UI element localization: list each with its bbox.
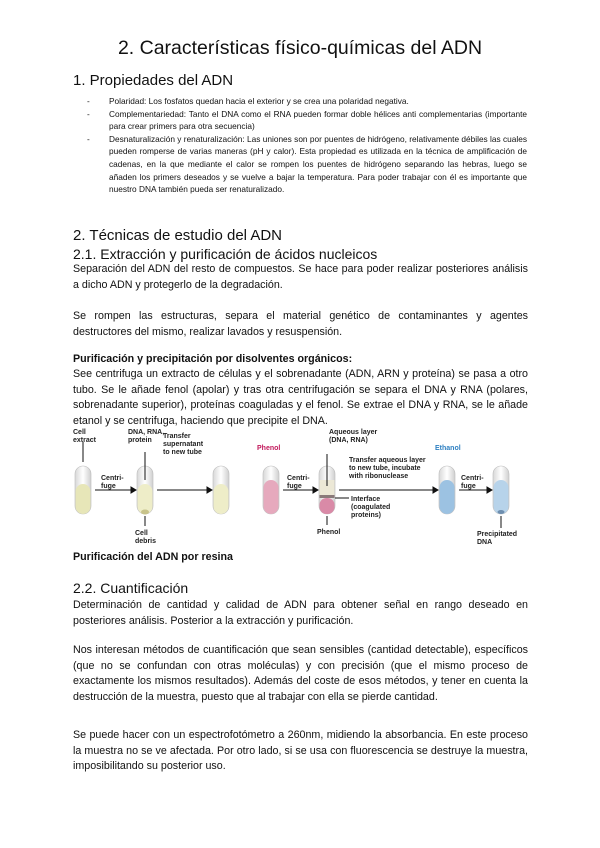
paragraph: Se puede hacer con un espectrofotómetro a 260nm, midiendo la absorbancia. En este proceso la muestra no se ve afectada. Por otro lado, si se usa con fluorescencia se destruye la muestra, imposibilitando su posterior uso. [73,729,528,773]
tube-phenol [263,466,279,514]
label-phenol-bottom: Phenol [317,529,341,536]
subsection-2-2-heading: 2.2. Cuantificación [73,580,189,596]
paragraph: Nos interesan métodos de cuantificación que sean sensibles (cantidad detectable), específicos (que no se confundan con otras moléculas) y con precisión (que el mismo proceso de exactamente los mismos resultados). Además del coste de esos métodos, y tener en cuenta la destrucción de la muestra, puesto que al trabajar con ella se pierde cantidad. [73,644,528,703]
label-dna-rna-protein: DNA, RNA, protein [128,429,165,444]
label-interface: Interface (coagulated proteins) [351,496,391,519]
paragraph: Se rompen las estructuras, separa el material genético de contaminantes y agentes destructores del mismo, realizar lavados y resuspensión. [73,310,528,338]
paragraph: Determinación de cantidad y calidad de ADN para obtener señal en rango deseado en posteriores análisis. Posterior a la extracción y purificación. [73,599,528,627]
bold-heading: Purificación y precipitación por disolventes orgánicos: [73,353,353,365]
properties-list [87,95,527,196]
label-precipitated-dna: Precipitated DNA [477,531,518,546]
section2-heading: 2. Técnicas de estudio del ADN [73,227,283,244]
purification-figure [73,428,528,548]
paragraph: See centrifuga un extracto de células y el sobrenadante (ADN, ARN y proteína) se pasa a otro tubo. Se le añade fenol (apolar) y tras otra centrifugación se separa el DNA y RNA (polares, sobrenadante superior), proteínas coaguladas y el fenol. Se extrae el DNA y RNA, se le añade etanol y se centrifuga, haciendo que precipite el DNA. [73,368,528,427]
label-phenol-top: Phenol [257,445,281,452]
label-cell-debris: Cell debris [135,530,157,545]
bold-heading: Purificación del ADN por resina [73,551,233,563]
list-item: - Complementariedad: Tanto el DNA como el RNA pueden formar doble hélices anti complementarias (importante para crear primers para otra secuencia) [87,108,527,133]
tube-ethanol [439,466,455,514]
label-centrifuge-1: Centri-fuge [101,475,124,490]
list-item: - Polaridad: Los fosfatos quedan hacia el exterior y se crea una polaridad negativa. [87,95,527,108]
label-ethanol: Ethanol [435,445,461,452]
paragraph: Separación del ADN del resto de compuestos. Se hace para poder realizar posteriores análisis a dicho ADN y protegerlo de la degradación. [73,263,528,291]
label-transfer-aqueous: Transfer aqueous layer to new tube, incubate with ribonuclease [349,457,426,480]
tube-precipitated [493,466,509,514]
label-centrifuge-3: Centri-fuge [461,475,484,490]
label-transfer-supernatant: Transfer supernatant to new tube [163,433,204,456]
tube-cell-extract [75,466,91,514]
label-cell-extract: Cell extract [73,429,96,444]
tube-supernatant [213,466,229,514]
subsection-2-1-heading: 2.1. Extracción y purificación de ácidos nucleicos [73,246,378,262]
section1-heading: 1. Propiedades del ADN [73,72,234,89]
page-title: 2. Características físico-químicas del ADN [117,37,483,59]
list-item: - Desnaturalización y renaturalización: Las uniones son por puentes de hidrógeno, relativamente débiles las cuales pueden romperse de varias maneras (pH y calor). Esta propiedad es utilizada en la técnica de amplificación de cadenas, en la que mediante el calor se rompen los puentes de hidrógeno separando las hebras, luego se añaden los primers deseados y se vuelve a bajar la temperatura. Para poder trabajar con él es importante que nuestro DNA también pueda ser renaturalizado. [87,133,527,196]
label-centrifuge-2: Centri-fuge [287,475,310,490]
label-aqueous-layer: Aqueous layer (DNA, RNA) [329,429,378,444]
